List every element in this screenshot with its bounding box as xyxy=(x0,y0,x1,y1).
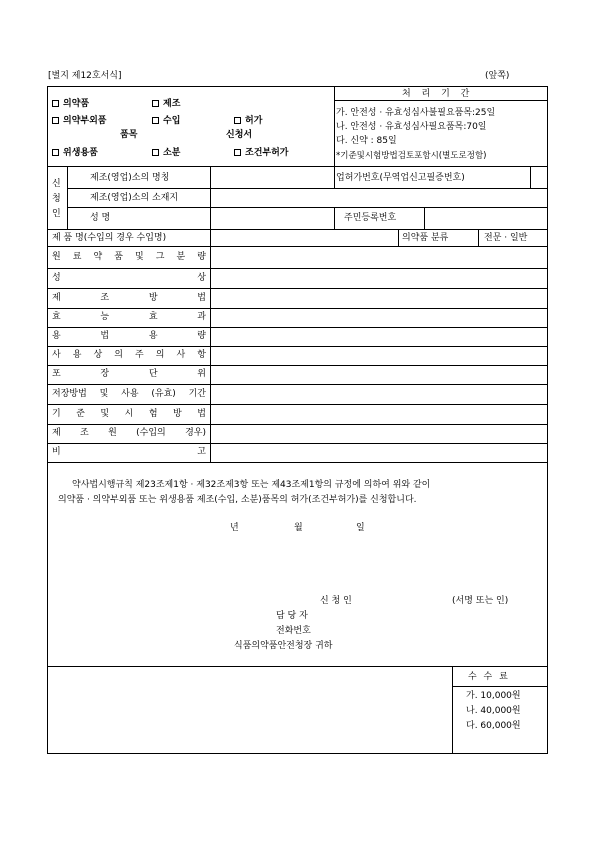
checkbox-icon xyxy=(52,117,59,124)
row-field-appearance[interactable] xyxy=(212,270,546,286)
date-year-label: 년 xyxy=(230,523,239,533)
row-label-method: 제 조 방 법 xyxy=(52,293,206,303)
processing-line-2: 나. 안전성 · 유효성심사필요품목:70일 xyxy=(336,122,487,132)
check-drug[interactable]: 의약품 xyxy=(52,100,89,109)
applicant-char-2: 청 xyxy=(52,194,61,204)
row-field-manufacturer[interactable] xyxy=(212,426,546,441)
check-manufacture[interactable]: 제조 xyxy=(152,100,180,109)
check-quasi-drug[interactable]: 의약부외품 xyxy=(52,117,106,126)
drug-class-label: 의약품 분류 xyxy=(402,233,449,243)
date-month-label: 월 xyxy=(294,523,303,533)
row-label-dosage: 용 법 용 량 xyxy=(52,331,206,341)
drug-class-value[interactable]: 전문 · 일반 xyxy=(484,233,528,243)
check-sanitary[interactable]: 위생용품 xyxy=(52,149,98,158)
sign-or-seal-label: (서명 또는 인) xyxy=(452,596,509,606)
row-field-packaging[interactable] xyxy=(212,367,546,382)
row-field-ingredients[interactable] xyxy=(212,248,546,266)
business-name-label: 제조(영업)소의 명칭 xyxy=(90,173,170,183)
applicant-sign-label: 신 청 인 xyxy=(320,596,352,606)
row-field-storage[interactable] xyxy=(212,386,546,402)
row-label-standards: 기 준 및 시 험 방 법 xyxy=(52,409,206,419)
row-label-efficacy: 효 능 효 과 xyxy=(52,312,206,322)
processing-line-1: 가. 안전성 · 유효성심사불필요품목:25일 xyxy=(336,108,496,118)
checkbox-icon xyxy=(52,100,59,107)
row-field-efficacy[interactable] xyxy=(212,310,546,325)
form-number: [별지 제12호서식] xyxy=(48,71,122,81)
phone-label: 전화번호 xyxy=(276,626,311,636)
row-field-remarks[interactable] xyxy=(212,445,546,460)
row-label-manufacturer: 제 조 원 (수입의 경우) xyxy=(52,428,206,438)
item-label: 품목 xyxy=(120,130,138,140)
row-field-standards[interactable] xyxy=(212,406,546,422)
applicant-char-1: 신 xyxy=(52,179,61,189)
applicant-char-3: 인 xyxy=(52,209,61,219)
check-conditional[interactable]: 조건부허가 xyxy=(234,149,288,158)
row-field-precautions[interactable] xyxy=(212,348,546,363)
person-name-field[interactable] xyxy=(212,209,332,227)
resident-id-field[interactable] xyxy=(426,209,546,227)
statement-line-2: 의약품 · 의약부외품 또는 위생용품 제조(수입, 소분)품목의 허가(조건부허가)를 신청합니다. xyxy=(58,495,417,505)
checkbox-icon xyxy=(52,149,59,156)
fee-item-3: 다. 60,000원 xyxy=(466,721,521,731)
row-label-ingredients: 원 료 약 품 및 그 분 량 xyxy=(52,252,206,262)
person-name-label: 성 명 xyxy=(90,213,111,223)
license-number-field[interactable] xyxy=(532,168,546,186)
recipient-label: 식품의약품안전청장 귀하 xyxy=(234,641,333,651)
page-side: (앞쪽) xyxy=(485,71,510,81)
fee-item-2: 나. 40,000원 xyxy=(466,706,521,716)
application-label: 신청서 xyxy=(226,130,253,140)
checkbox-icon xyxy=(152,117,159,124)
product-name-label: 제 품 명(수입의 경우 수입명) xyxy=(52,233,167,243)
license-number-label: 업허가번호(무역업신고필증번호) xyxy=(336,173,465,183)
checkbox-icon xyxy=(234,117,241,124)
check-permit[interactable]: 허가 xyxy=(234,117,262,126)
business-address-field[interactable] xyxy=(212,190,546,205)
resident-id-label: 주민등록번호 xyxy=(344,213,397,223)
product-name-field[interactable] xyxy=(212,231,396,244)
row-field-method[interactable] xyxy=(212,290,546,306)
row-label-appearance: 성 상 xyxy=(52,273,206,283)
check-subdivide[interactable]: 소분 xyxy=(152,149,180,158)
row-label-precautions: 사 용 상 의 주 의 사 항 xyxy=(52,350,206,360)
statement-line-1: 약사법시행규칙 제23조제1항 · 제32조제3항 또는 제43조제1항의 규정에 의하여 위와 같이 xyxy=(72,480,431,490)
fee-item-1: 가. 10,000원 xyxy=(466,691,521,701)
check-import[interactable]: 수입 xyxy=(152,117,180,126)
date-day-label: 일 xyxy=(356,523,365,533)
fee-title: 수 수 료 xyxy=(468,672,510,682)
row-label-remarks: 비 고 xyxy=(52,447,206,457)
checkbox-icon xyxy=(152,100,159,107)
processing-note: *기준및시험방법검토포함시(별도로정함) xyxy=(336,151,487,161)
business-address-label: 제조(영업)소의 소재지 xyxy=(90,193,179,203)
checkbox-icon xyxy=(234,149,241,156)
staff-label: 담 당 자 xyxy=(276,611,308,621)
checkbox-icon xyxy=(152,149,159,156)
row-label-packaging: 포 장 단 위 xyxy=(52,369,206,379)
row-field-dosage[interactable] xyxy=(212,329,546,344)
row-label-storage: 저장방법 및 사용 (유효) 기간 xyxy=(52,389,206,399)
business-name-field[interactable] xyxy=(212,168,332,186)
processing-line-3: 다. 신약 : 85일 xyxy=(336,136,397,146)
processing-title: 처 리 기 간 xyxy=(402,89,474,99)
